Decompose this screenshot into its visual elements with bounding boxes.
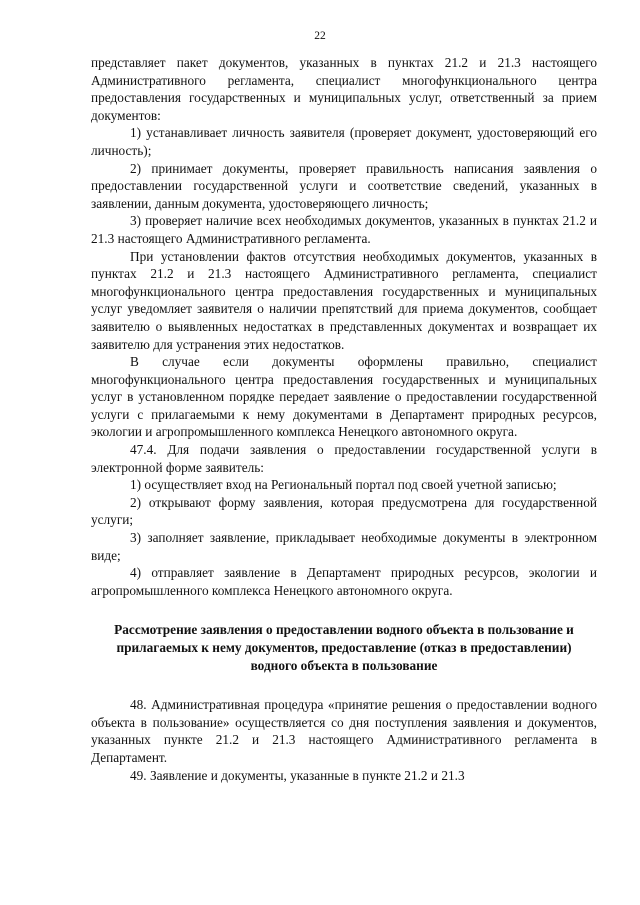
paragraph: 3) проверяет наличие всех необходимых документов, указанных в пунктах 21.2 и 21.3 настоящего Административного регламента. [91, 213, 597, 246]
paragraphs-after-heading [91, 696, 597, 784]
paragraph: 1) осуществляет вход на Региональный портал под своей учетной записью; [130, 477, 557, 493]
section-heading: Рассмотрение заявления о предоставлении водного объекта в пользование и прилагаемых к нему документов, предоставление (отказ в предоставлении) водного объекта в пользование [114, 622, 574, 673]
paragraph: 48. Административная процедура «принятие решения о предоставлении водного объекта в пользование» осуществляется со дня поступления заявления и документов, указанных пункте 21.2 и 21.3 настоящего Административного регламента в Департамент. [91, 697, 597, 765]
paragraph: При установлении фактов отсутствия необходимых документов, указанных в пунктах 21.2 и 21.3 настоящего Административного регламента, специалист многофункционального центра предоставления государственных и муниципальных услуг уведомляет заявителя о наличии препятствий для приема документов, сообщает заявителю о выявленных недостатках в представленных документах и возвращает их заявителю для устранения этих недостатков. [91, 248, 597, 352]
page-number: 22 [314, 30, 326, 42]
paragraph: 47.4. Для подачи заявления о предоставлении государственной услуги в электронной форме заявитель: [91, 442, 597, 475]
paragraph: 3) заполняет заявление, прикладывает необходимые документы в электронном виде; [91, 530, 597, 563]
paragraph: представляет пакет документов, указанных в пунктах 21.2 и 21.3 настоящего Административного регламента, специалист многофункционального центра предоставления государственных и муниципальных услуг, ответственный за прием документов: [91, 55, 597, 123]
paragraph: 4) отправляет заявление в Департамент природных ресурсов, экологии и агропромышленного комплекса Ненецкого автономного округа. [91, 565, 597, 598]
paragraph: 49. Заявление и документы, указанные в пункте 21.2 и 21.3 [130, 767, 465, 783]
paragraph: В случае если документы оформлены правильно, специалист многофункционального центра предоставления государственных и муниципальных услуг в установленном порядке передает заявление о предоставлении государственной услуги с прилагаемыми к нему документами в Департамент природных ресурсов, экологии и агропромышленного комплекса Ненецкого автономного округа. [91, 354, 597, 440]
paragraphs-before-heading [91, 54, 597, 599]
paragraph: 2) принимает документы, проверяет правильность написания заявления о предоставлении государственной услуги и соответствие сведений, указанных в заявлении, данным документа, удостоверяющего личность; [91, 160, 597, 211]
paragraph: 2) открывают форму заявления, которая предусмотрена для государственной услуги; [91, 494, 597, 528]
paragraph: 1) устанавливает личность заявителя (проверяет документ, удостоверяющий его личность); [91, 125, 597, 158]
document-body [91, 54, 597, 784]
